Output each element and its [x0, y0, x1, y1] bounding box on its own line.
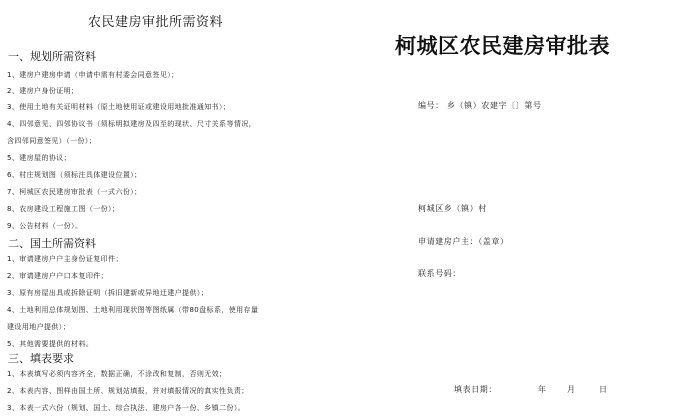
planning-item-7: 7、柯城区农民建房审批表（一式六份）； — [7, 188, 142, 196]
year-label: 年 — [538, 385, 547, 394]
land-item-5: 5、其他需要提供的材料。 — [7, 340, 94, 348]
land-item-4: 4、土地利用总体规划图、土地利用现状图等图纸属（带80盘标系，使用存量 — [7, 306, 259, 314]
form-title: 柯城区农民建房审批表 — [395, 33, 610, 58]
planning-item-8: 8、农房建设工程施工图（一份）； — [7, 205, 120, 213]
rule-item-1: 1、本表填写必须内容齐全，数据正确，不涂改和复制，否则无效； — [7, 370, 227, 378]
rule-item-3: 3、本表一式六份（规划、国土、综合执法、建房户各一份、乡镇二份）。 — [7, 404, 246, 412]
rule-item-2: 2、本表内容、图样由国土所、规划站填报，并对填报情况的真实性负责； — [7, 387, 249, 395]
requirements-title: 农民建房审批所需资料 — [88, 15, 224, 30]
phone-line: 联系号码： — [418, 269, 461, 278]
planning-item-9: 9、公告材料（一份）。 — [7, 222, 83, 230]
section-heading-form-rules: 三、填表要求 — [8, 352, 74, 365]
planning-item-4-cont: 含四邻同意签见）（一份）； — [7, 137, 97, 145]
land-item-1: 1、审请建房户户主身份证复印件； — [7, 255, 123, 263]
month-label: 月 — [567, 385, 576, 394]
day-label: 日 — [599, 385, 608, 394]
planning-item-5: 5、建房屋的协议； — [7, 154, 72, 162]
planning-item-3: 3、使用土地有关证明材料（原土地使用证或建设用地批准通知书）； — [7, 103, 231, 111]
land-item-3: 3、原有房屋出具或拆除证明（拆旧建新或异地迁建户提供）； — [7, 289, 209, 297]
land-item-2: 2、审请建房户户口本复印件； — [7, 272, 109, 280]
planning-item-1: 1、建房户建房申请（申请中需有村委会同意签见）； — [7, 71, 179, 79]
village-line: 柯城区乡（镇）村 — [418, 204, 487, 213]
planning-item-4: 4、四邻意见、四邻协议书（须标明拟建房及四至的现状、尺寸关系等情况， — [7, 120, 257, 128]
applicant-line: 申请建房户主：（盖章） — [418, 237, 509, 246]
fill-date-label: 填表日期： — [454, 385, 497, 394]
number-line: 编号： 乡（镇）农建字〔〕第号 — [418, 101, 542, 110]
section-heading-land: 二、国土所需资料 — [8, 237, 96, 250]
land-item-4-cont: 建设用地户提供）； — [7, 323, 71, 331]
section-heading-planning: 一、规划所需资料 — [8, 50, 96, 63]
planning-item-6: 6、村庄规划图（须标注具体建设位置）； — [7, 171, 142, 179]
planning-item-2: 2、建房户身份证明； — [7, 87, 79, 95]
